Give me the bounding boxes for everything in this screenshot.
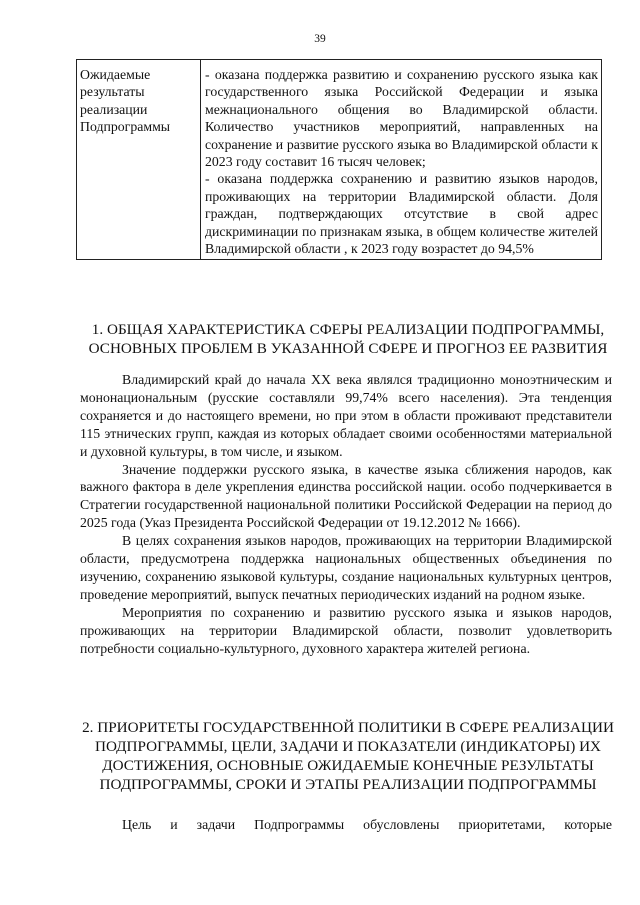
body-paragraph: Владимирский край до начала XX века являлся традиционно моноэтническим и мононациональным (русские составляли 99,74% всего населения). Эта тенденция сохраняется и до настоящего времени, но при этом в области проживают представители 115 этнических групп, каждая из которых обладает своими особенностями материальной и духовной культуры, в том числе, и языком. [80, 372, 612, 459]
section-2-first-line: Цель и задачи Подпрограммы обусловлены приоритетами, которые [122, 817, 612, 832]
table-paragraph: - оказана поддержка развитию и сохранению русского языка как государственного языка Российской Федерации и языка межнационального общения во Владимирской области. Количество участников мероприятий, направленных на сохранение и развитие русского языка во Владимирской области к 2023 году составит 16 тысяч человек; [205, 67, 598, 170]
expected-results-table [76, 59, 602, 260]
section-2-title: 2. ПРИОРИТЕТЫ ГОСУДАРСТВЕННОЙ ПОЛИТИКИ В СФЕРЕ РЕАЛИЗАЦИИ ПОДПРОГРАММЫ, ЦЕЛИ, ЗАДАЧИ И ПОКАЗАТЕЛИ (ИНДИКАТОРЫ) ИХ ДОСТИЖЕНИЯ, ОСНОВНЫЕ ОЖИДАЕМЫЕ КОНЕЧНЫЕ РЕЗУЛЬТАТЫ ПОДПРОГРАММЫ, СРОКИ И ЭТАПЫ РЕАЛИЗАЦИИ ПОДПРОГРАММЫ [82, 719, 614, 793]
table-paragraph: - оказана поддержка сохранению и развитию языков народов, проживающих на территории Владимирской области. Доля граждан, подтверждающих отсутствие в свой адрес дискриминации по признакам языка, в общем количестве жителей Владимирской области , к 2023 году возрастет до 94,5% [205, 171, 598, 257]
body-paragraph: Мероприятия по сохранению и развитию русского языка и языков народов, проживающих на территории Владимирской области, позволит удовлетворить потребности социально-культурного, духовного характера жителей региона. [80, 604, 612, 656]
body-paragraph: Значение поддержки русского языка, в качестве языка сближения народов, как важного фактора в деле укрепления единства российской нации. особо подчеркивается в Стратегии государственной национальной политики Российской Федерации на период до 2025 года (Указ Президента Российской Федерации от 19.12.2012 № 1666). [80, 461, 612, 531]
table-content-cell [201, 60, 601, 259]
section-1-title: 1. ОБЩАЯ ХАРАКТЕРИСТИКА СФЕРЫ РЕАЛИЗАЦИИ ПОДПРОГРАММЫ, ОСНОВНЫХ ПРОБЛЕМ В УКАЗАННОЙ СФЕРЕ И ПРОГНОЗ ЕЕ РАЗВИТИЯ [88, 321, 608, 357]
table-label-cell: Ожидаемые результаты реализации Подпрограммы [77, 60, 201, 259]
body-paragraph: В целях сохранения языков народов, проживающих на территории Владимирской области, предусмотрена поддержка национальных общественных объединения по изучению, сохранению языковой культуры, создание национальных культурных центров, проведение мероприятий, выпуск печатных периодических изданий на родном языке. [80, 533, 612, 602]
section-1-body [80, 371, 612, 658]
page-number: 39 [314, 33, 326, 45]
